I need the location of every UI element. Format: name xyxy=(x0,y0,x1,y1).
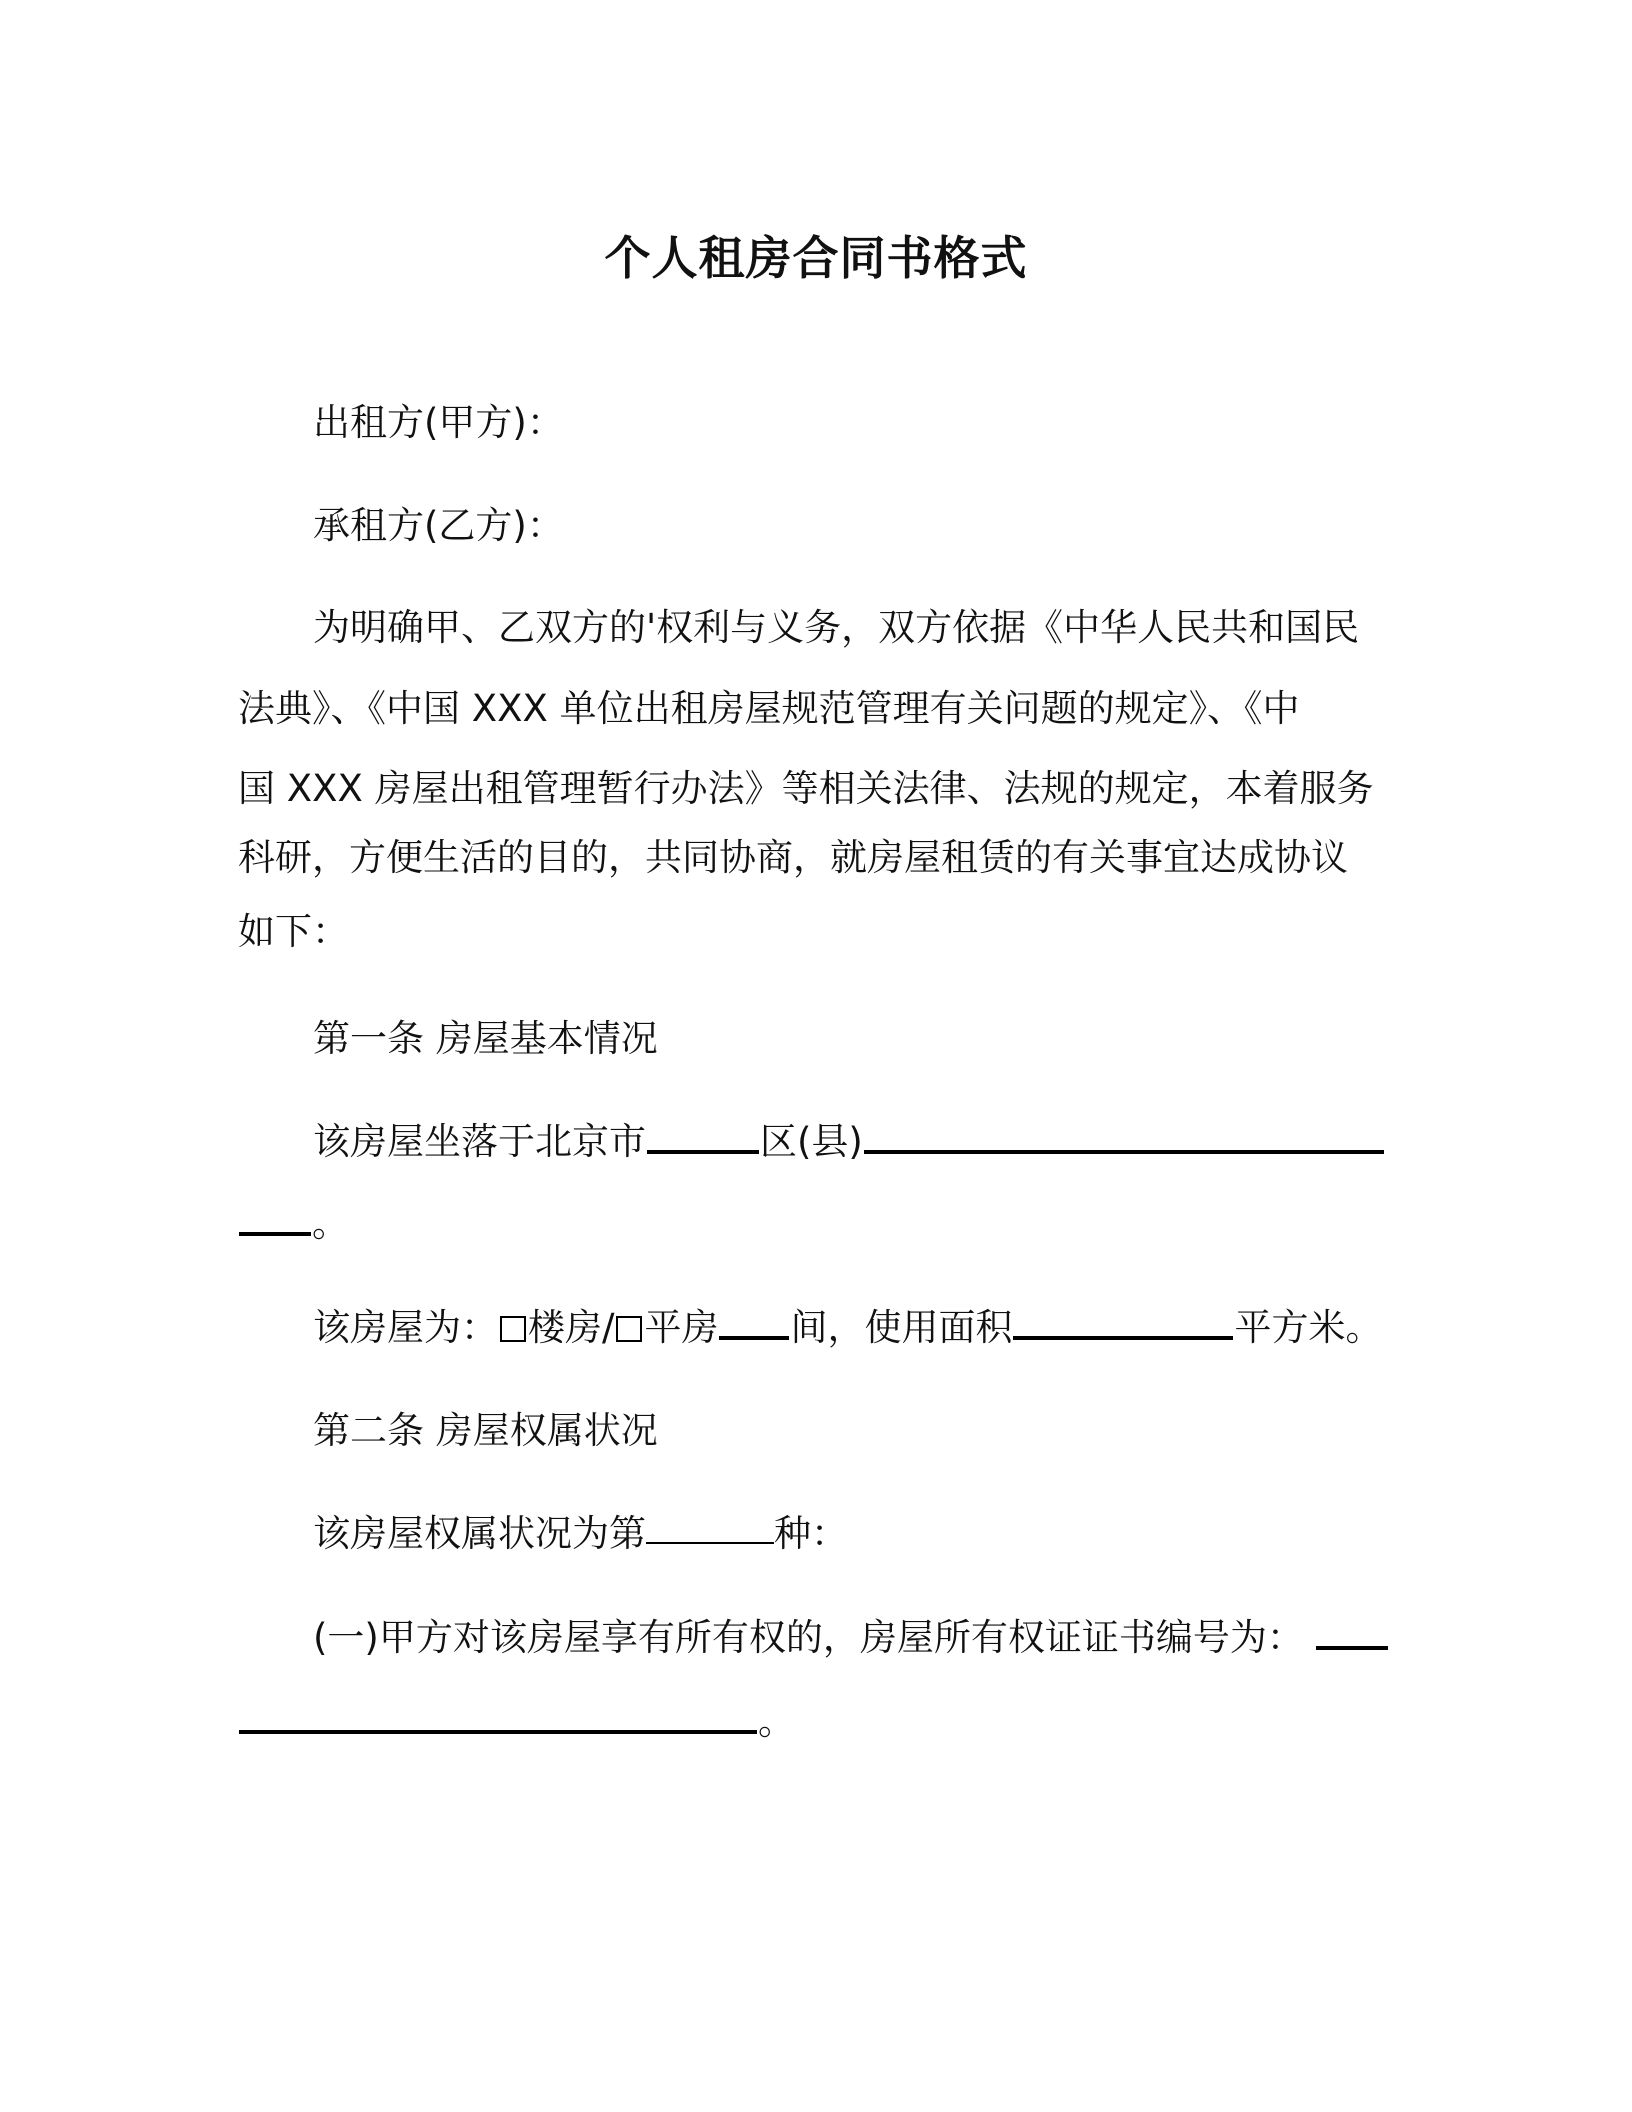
location-line xyxy=(313,1116,1385,1168)
district-blank xyxy=(647,1149,759,1154)
ownership-type-blank xyxy=(646,1541,774,1544)
document-title: 个人租房合同书格式 xyxy=(604,231,1028,285)
clause1-text: (一)甲方对该房屋享有所有权的，房屋所有权证证书编号为： xyxy=(313,1616,1304,1659)
address-blank-cont xyxy=(239,1231,311,1236)
ownership-prefix: 该房屋权属状况为第 xyxy=(313,1512,646,1555)
location-line-cont xyxy=(238,1198,349,1250)
bungalow-label: 平房 xyxy=(644,1306,719,1349)
ownership-line xyxy=(313,1508,848,1560)
house-type-prefix: 该房屋为： xyxy=(313,1306,498,1349)
certificate-number-blank-cont xyxy=(239,1729,757,1734)
address-blank xyxy=(864,1149,1384,1154)
article2-heading: 第二条 房屋权属状况 xyxy=(313,1409,658,1452)
clause1-line xyxy=(313,1612,1389,1664)
building-checkbox[interactable] xyxy=(500,1316,526,1342)
location-period: 。 xyxy=(312,1202,349,1245)
clause1-period: 。 xyxy=(758,1700,795,1743)
area-blank xyxy=(1013,1335,1233,1340)
area-unit: 平方米。 xyxy=(1234,1306,1383,1349)
clause1-line-cont xyxy=(238,1696,795,1748)
article1-heading: 第一条 房屋基本情况 xyxy=(313,1017,658,1060)
bungalow-checkbox[interactable] xyxy=(616,1316,642,1342)
preamble-line-1: 为明确甲、乙双方的'权利与义务，双方依据《中华人民共和国民 xyxy=(313,606,1360,649)
location-prefix: 该房屋坐落于北京市 xyxy=(313,1120,646,1163)
preamble-line-2: 法典》、《中国 XXX 单位出租房屋规范管理有关问题的规定》、《中 xyxy=(238,687,1300,730)
preamble-line-3: 国 XXX 房屋出租管理暂行办法》等相关法律、法规的规定，本着服务 xyxy=(238,767,1374,810)
house-type-line xyxy=(313,1302,1382,1354)
building-label: 楼房/ xyxy=(528,1306,615,1349)
rooms-blank xyxy=(719,1335,789,1340)
rooms-label: 间，使用面积 xyxy=(790,1306,1013,1349)
lessee-line: 承租方(乙方)： xyxy=(313,504,564,547)
ownership-suffix: 种： xyxy=(774,1512,848,1555)
preamble-line-4: 科研，方便生活的目的，共同协商，就房屋租赁的有关事宜达成协议 xyxy=(238,836,1348,879)
lessor-line: 出租方(甲方)： xyxy=(313,401,564,444)
certificate-number-blank xyxy=(1316,1645,1388,1650)
preamble-line-5: 如下： xyxy=(238,910,349,953)
location-district-label: 区(县) xyxy=(760,1120,863,1163)
